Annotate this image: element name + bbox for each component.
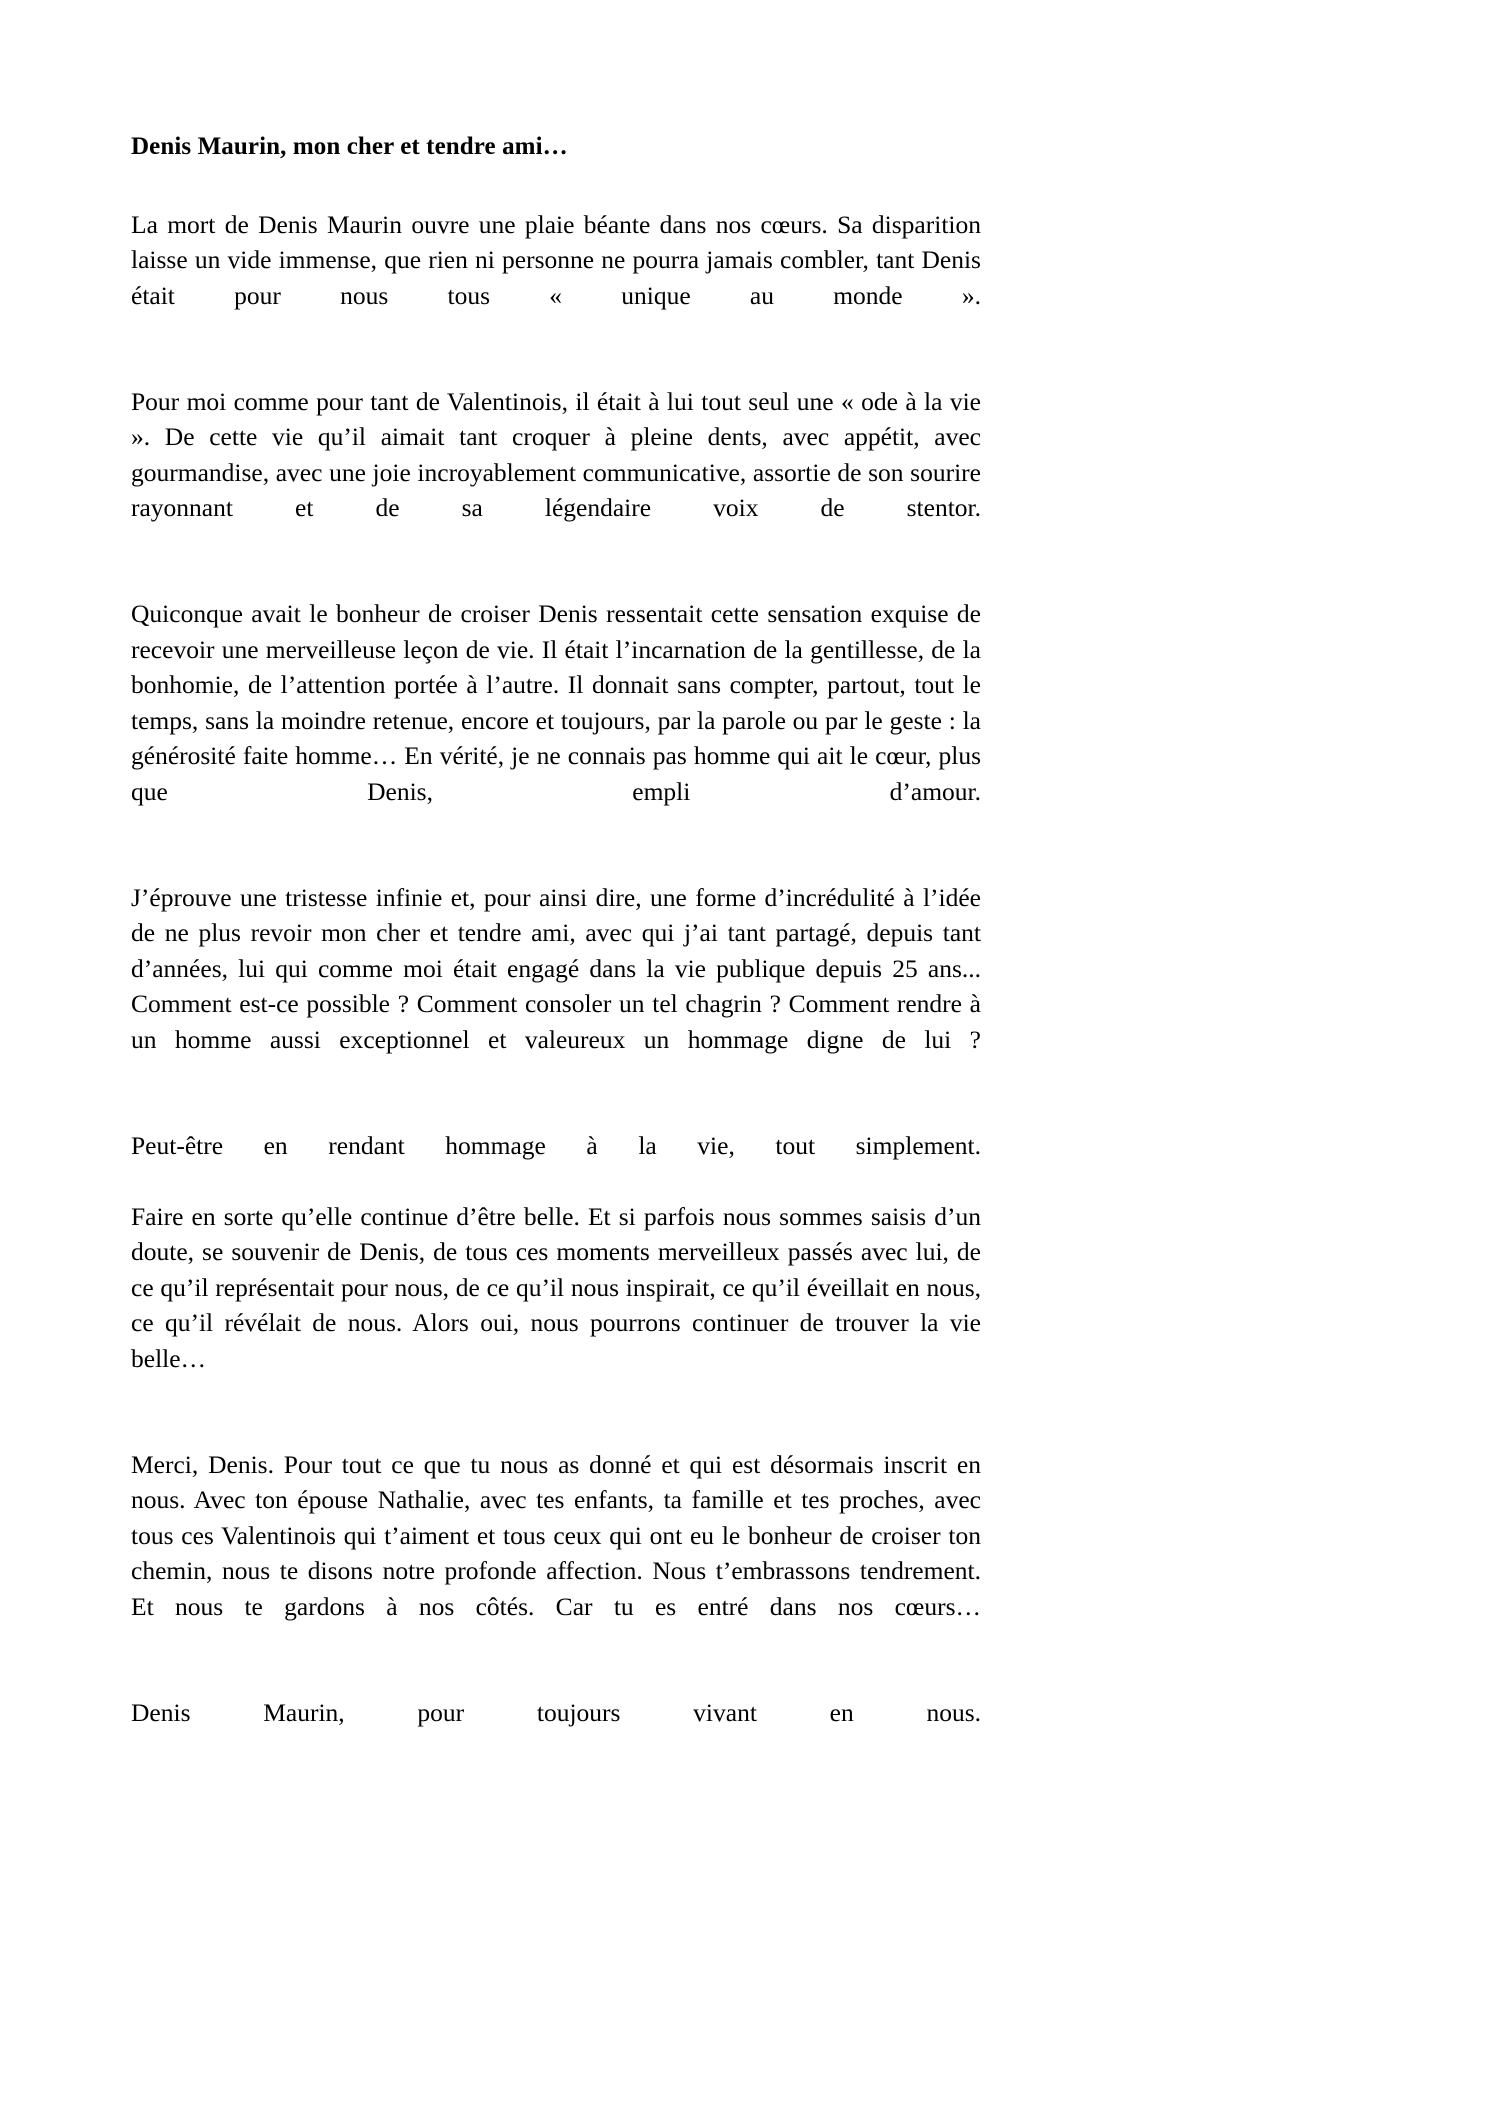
spacer-6 — [131, 1412, 981, 1447]
paragraph-7: Merci, Denis. Pour tout ce que tu nous as donné et qui est désormais inscrit en nous. Avec ton épouse Nathalie, avec tes enfants, ta famille et tes proches, avec tous ces Valentinois qui t’aiment et tous ceux qui ont eu le bonheur de croiser ton chemin, nous te disons notre profonde affection. Nous t’embrassons tendrement. Et nous te gardons à nos côtés. Car tu es entré dans nos cœurs… — [131, 1449, 981, 1621]
paragraph-8-closing: Denis Maurin, pour toujours vivant en nous. — [131, 1697, 981, 1727]
page-title: Denis Maurin, mon cher et tendre ami… — [131, 133, 568, 160]
spacer-2 — [131, 561, 981, 596]
document-body — [131, 131, 981, 1766]
paragraph-6: Faire en sorte qu’elle continue d’être belle. Et si parfois nous sommes saisis d’un doute, se souvenir de Denis, de tous ces moments merveilleux passés avec lui, de ce qu’il représentait pour nous, de ce qu’il nous inspirait, ce qu’il éveillait en nous, ce qu’il révélait de nous. Alors oui, nous pourrons continuer de trouver la vie belle… — [131, 1201, 981, 1373]
paragraph-3: Quiconque avait le bonheur de croiser Denis ressentait cette sensation exquise de recevoir une merveilleuse leçon de vie. Il était l’incarnation de la gentillesse, de la bonhomie, de l’attention portée à l’autre. Il donnait sans compter, partout, tout le temps, sans la moindre retenue, encore et toujours, par la parole ou par le geste : la générosité faite homme… En vérité, je ne connais pas homme qui ait le cœur, plus que Denis, empli d’amour. — [131, 599, 981, 806]
paragraph-1: La mort de Denis Maurin ouvre une plaie béante dans nos cœurs. Sa disparition laisse un vide immense, que rien ni personne ne pourra jamais combler, tant Denis était pour nous tous « unique au monde ». — [131, 209, 981, 310]
spacer-3 — [131, 845, 981, 880]
spacer-7 — [131, 1660, 981, 1695]
spacer-after-title — [131, 164, 981, 207]
paragraph-4: J’éprouve une tristesse infinie et, pour ainsi dire, une forme d’incrédulité à l’idée de ne plus revoir mon cher et tendre ami, avec qui j’ai tant partagé, depuis tant d’années, lui qui comme moi était engagé dans la vie publique depuis 25 ans... Comment est-ce possible ? Comment consoler un tel chagrin ? Comment rendre à un homme aussi exceptionnel et valeureux un hommage digne de lui ? — [131, 882, 981, 1054]
paragraph-2: Pour moi comme pour tant de Valentinois, il était à lui tout seul une « ode à la vie ». De cette vie qu’il aimait tant croquer à pleine dents, avec appétit, avec gourmandise, avec une joie incroyablement communicative, assortie de son sourire rayonnant et de sa légendaire voix de stentor. — [131, 386, 981, 522]
spacer-1 — [131, 349, 981, 384]
paragraph-5: Peut-être en rendant hommage à la vie, tout simplement. — [131, 1130, 981, 1160]
spacer-4 — [131, 1093, 981, 1128]
